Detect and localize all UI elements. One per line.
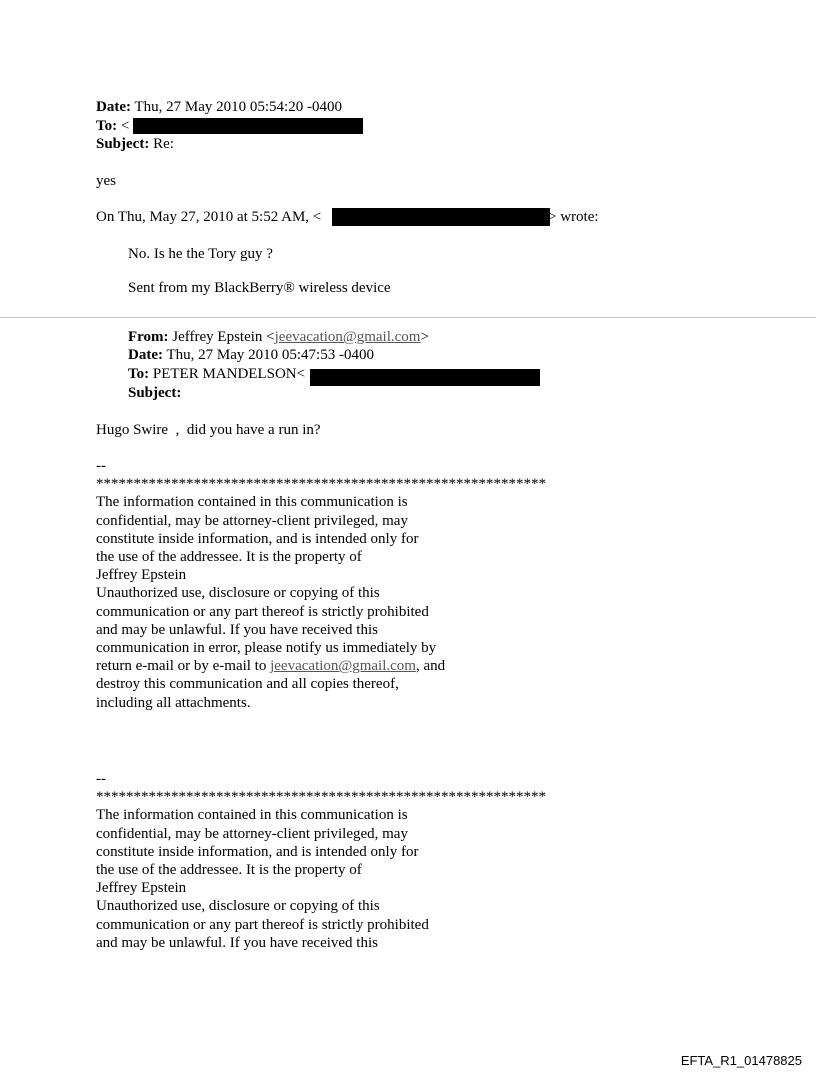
fwd-subject <box>128 384 181 402</box>
fwd-to-value: PETER MANDELSON< <box>149 366 306 382</box>
fwd-to-label: To: <box>128 366 150 382</box>
disclaimer-line: Unauthorized use, disclosure or copying of this <box>96 585 380 602</box>
disclaimer-dashes: -- <box>96 771 106 787</box>
fwd-from-close: > <box>420 329 429 345</box>
fwd-date-value: Thu, 27 May 2010 05:47:53 -0400 <box>162 347 374 363</box>
disclaimer-line: destroy this communication and all copies thereof, <box>96 676 399 693</box>
disclaimer-line: constitute inside information, and is intended only for <box>96 530 419 547</box>
return-suffix: , and <box>415 658 446 675</box>
disclaimer-line: communication in error, please notify us immediately by <box>96 640 437 657</box>
return-prefix: return e-mail or by e-mail to <box>96 658 271 675</box>
return-email-link[interactable]: jeevacation@gmail.com <box>270 658 416 675</box>
header-date <box>96 98 342 116</box>
header-subject <box>96 135 174 153</box>
disclaimer-line: constitute inside information, and is intended only for <box>96 843 419 860</box>
disclaimer-stars: ************************************************************ <box>96 476 546 493</box>
disclaimer-block <box>96 457 546 712</box>
disclaimer-return-line <box>96 657 546 675</box>
fwd-subject-label: Subject: <box>128 385 182 401</box>
to-value: < <box>117 118 130 134</box>
fwd-to <box>128 365 305 383</box>
fwd-from <box>128 328 429 346</box>
fwd-from-email-link[interactable]: jeevacation@gmail.com <box>274 329 421 345</box>
disclaimer-line: Jeffrey Epstein <box>96 880 187 897</box>
subject-label: Subject: <box>96 136 150 152</box>
fwd-from-label: From: <box>128 329 169 345</box>
fwd-date-label: Date: <box>128 347 163 363</box>
fwd-from-name: Jeffrey Epstein < <box>168 329 275 345</box>
quoted-line-1: No. Is he the Tory guy ? <box>128 246 273 262</box>
redaction-block <box>133 118 363 134</box>
disclaimer-line: communication or any part thereof is strictly prohibited <box>96 916 429 933</box>
quoted-line-2: Sent from my BlackBerry® wireless device <box>128 280 391 296</box>
disclaimer-line: and may be unlawful. If you have received this <box>96 621 378 638</box>
date-value: Thu, 27 May 2010 05:54:20 -0400 <box>130 99 342 115</box>
fwd-date <box>128 346 374 364</box>
disclaimer-line: The information contained in this communication is <box>96 807 408 824</box>
disclaimer-line: and may be unlawful. If you have received this <box>96 934 378 951</box>
disclaimer-line: confidential, may be attorney-client privileged, may <box>96 825 408 842</box>
disclaimer-line: Jeffrey Epstein <box>96 567 187 584</box>
disclaimer-line: the use of the addressee. It is the property of <box>96 549 362 566</box>
document-id: EFTA_R1_01478825 <box>680 1053 802 1068</box>
header-to <box>96 117 129 135</box>
quote-intro-suffix: > wrote: <box>548 209 599 225</box>
date-label: Date: <box>96 99 131 115</box>
disclaimer-stars: ************************************************************ <box>96 789 546 806</box>
disclaimer-dashes: -- <box>96 458 106 474</box>
to-label: To: <box>96 118 118 134</box>
disclaimer-line: Unauthorized use, disclosure or copying of this <box>96 898 380 915</box>
forwarded-body: Hugo Swire , did you have a run in? <box>96 422 321 438</box>
reply-body: yes <box>96 173 116 189</box>
disclaimer-line: the use of the addressee. It is the property of <box>96 862 362 879</box>
disclaimer-line: The information contained in this communication is <box>96 494 408 511</box>
disclaimer-line: including all attachments. <box>96 694 251 711</box>
disclaimer-block <box>96 770 546 952</box>
disclaimer-line: confidential, may be attorney-client privileged, may <box>96 512 408 529</box>
redaction-block <box>332 208 550 226</box>
divider-line <box>0 317 816 318</box>
quote-intro-prefix: On Thu, May 27, 2010 at 5:52 AM, < <box>96 209 322 225</box>
disclaimer-line: communication or any part thereof is strictly prohibited <box>96 603 429 620</box>
subject-value: Re: <box>149 136 174 152</box>
redaction-block <box>310 369 540 386</box>
